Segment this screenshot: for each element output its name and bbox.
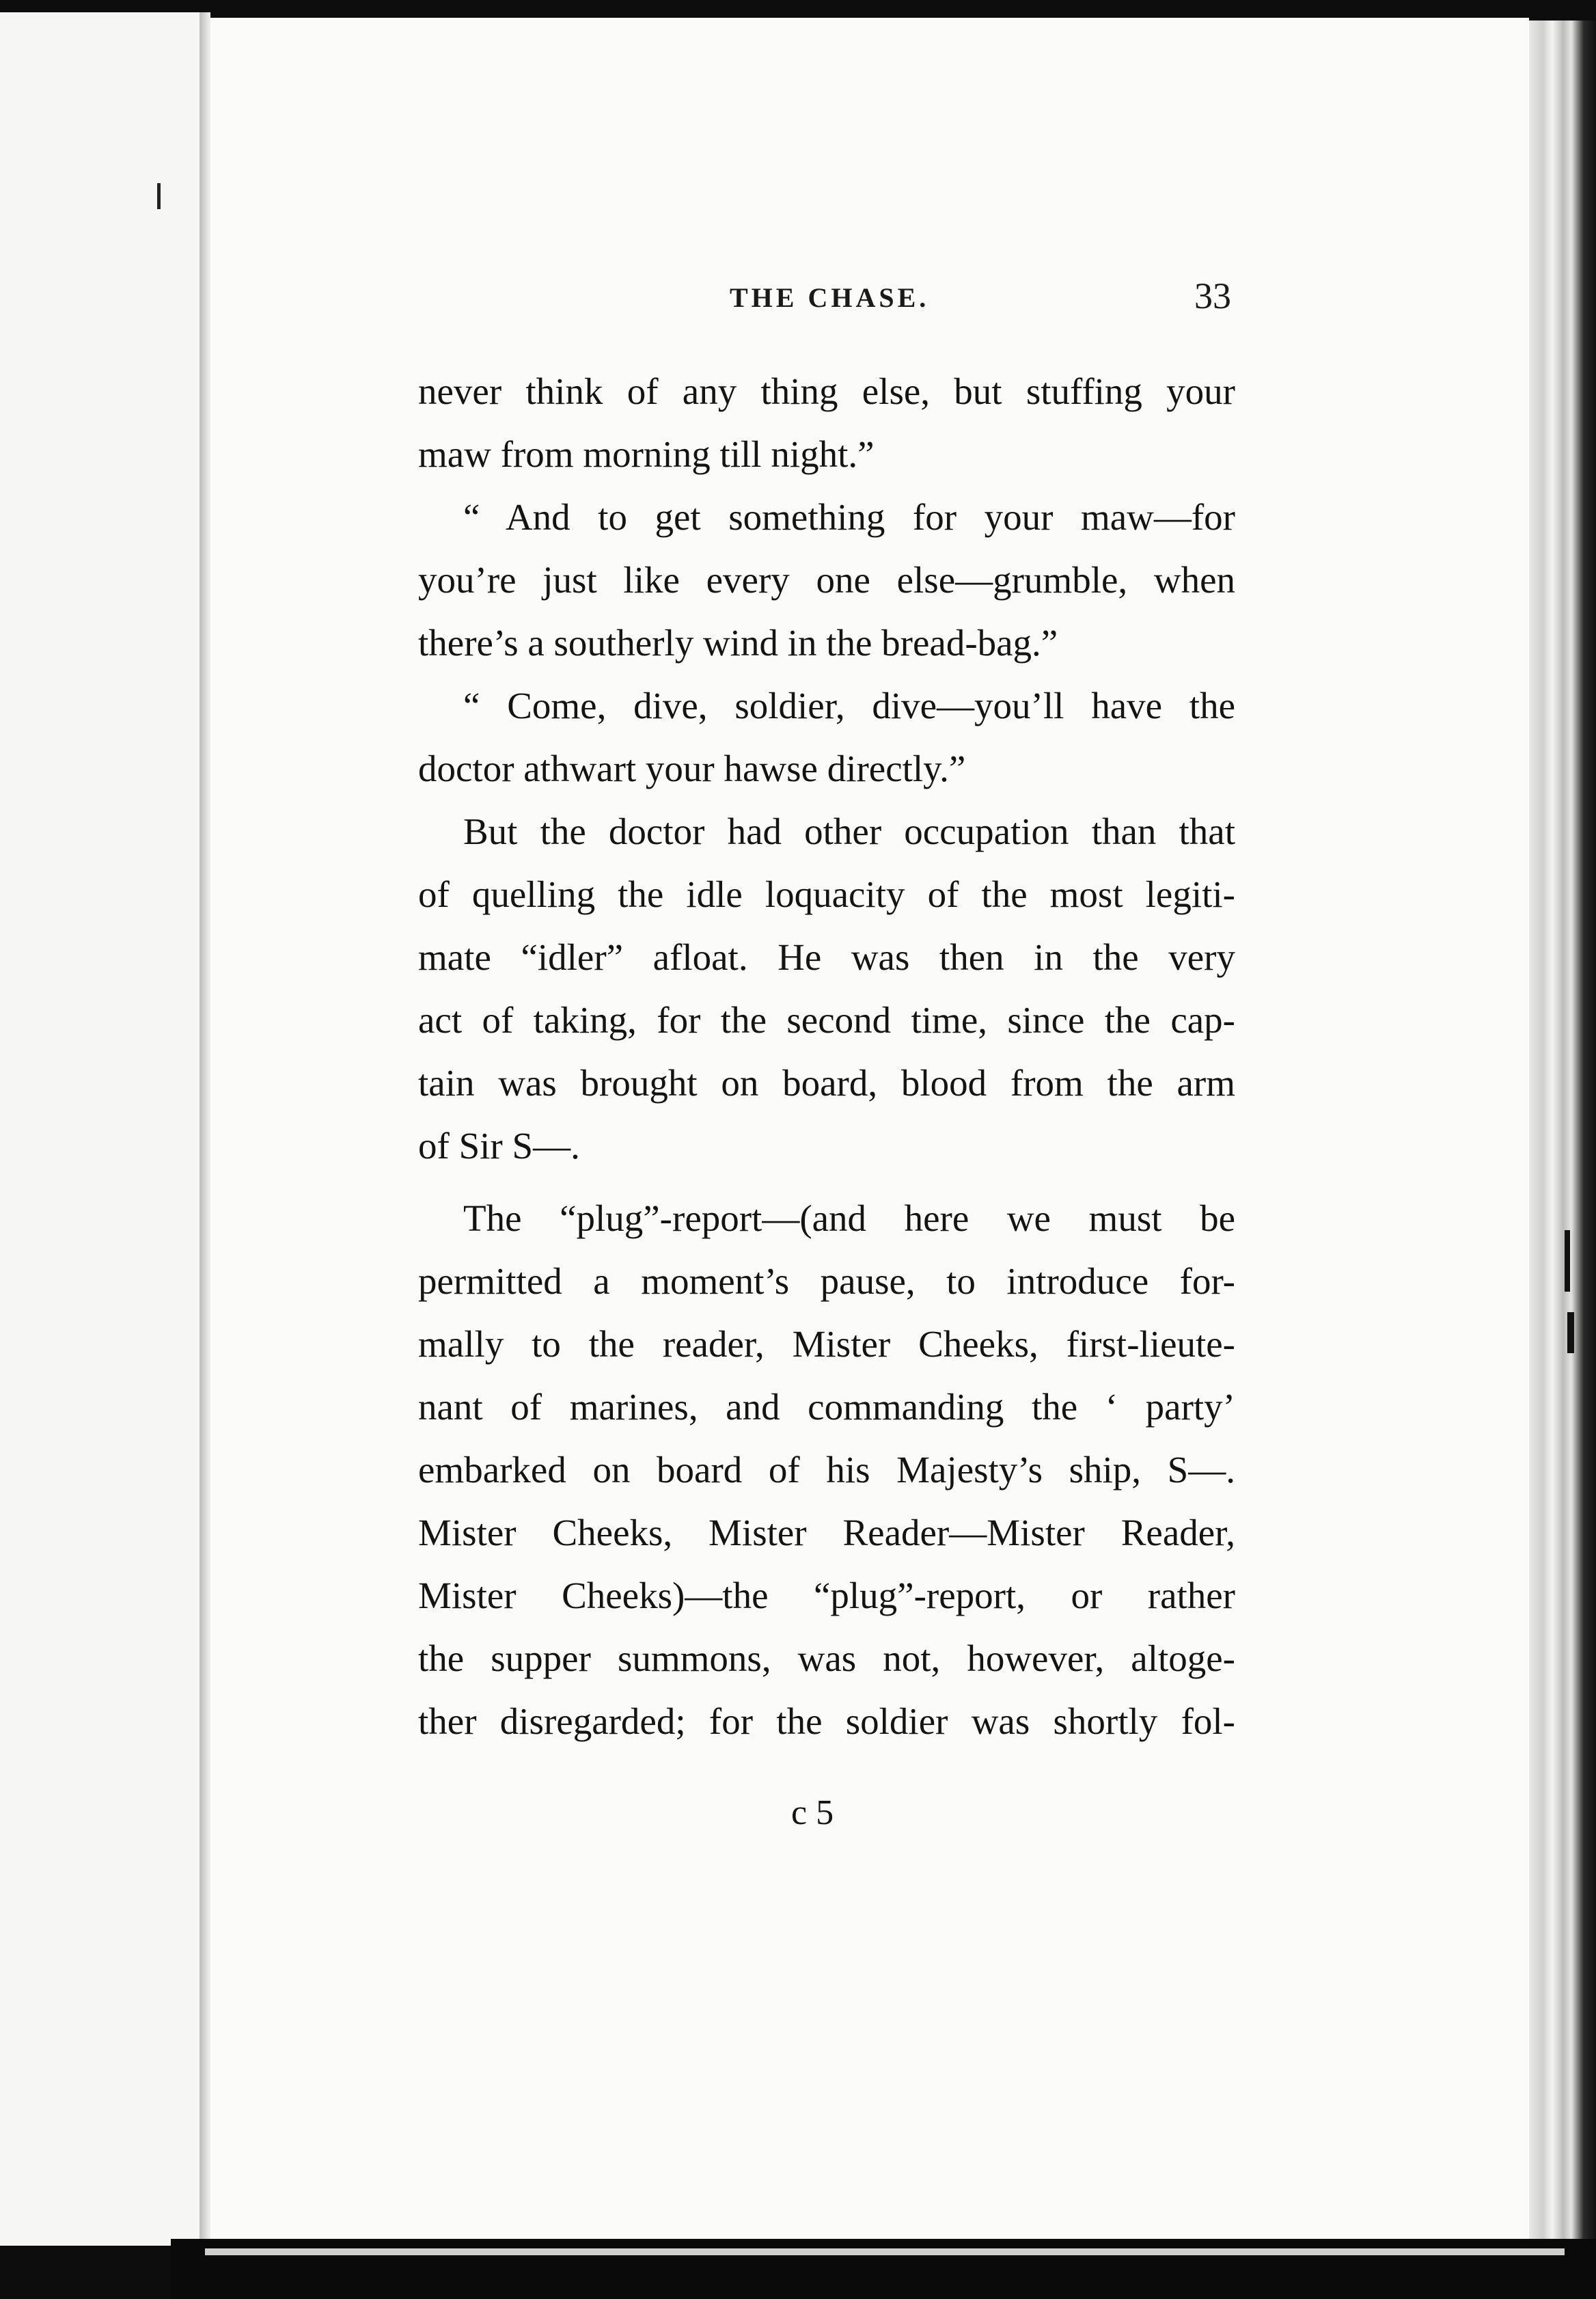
margin-mark (157, 183, 161, 209)
page-stack-edge (1529, 21, 1596, 2248)
text-line: embarked on board of his Majesty’s ship, S—. (418, 1449, 1235, 1491)
text-line: tain was brought on board, blood from the arm (418, 1062, 1235, 1104)
text-line: Mister Cheeks, Mister Reader—Mister Reader, (418, 1512, 1235, 1553)
paragraph-gap (418, 1178, 1235, 1187)
edge-stain (1565, 1230, 1570, 1292)
body-text (418, 360, 1235, 1753)
text-line: the supper summons, was not, however, altoge- (418, 1637, 1235, 1679)
text-line: there’s a southerly wind in the bread-bag.” (418, 622, 1058, 664)
text-line: permitted a moment’s pause, to introduce for- (418, 1260, 1235, 1302)
running-head: THE CHASE. (730, 282, 930, 313)
previous-page-edge (0, 12, 204, 2246)
text-line: maw from morning till night.” (418, 433, 875, 475)
text-line: never think of any thing else, but stuffing your (418, 370, 1235, 412)
text-line: mally to the reader, Mister Cheeks, first-lieute- (418, 1323, 1235, 1365)
book-gutter (200, 12, 210, 2246)
signature-mark: c 5 (791, 1793, 834, 1832)
text-line: “ Come, dive, soldier, dive—you’ll have the (463, 685, 1235, 726)
text-line: of quelling the idle loquacity of the most legiti- (418, 873, 1235, 915)
page-bottom-edge (205, 2248, 1565, 2255)
page-number: 33 (1194, 275, 1231, 316)
text-line: mate “idler” afloat. He was then in the very (418, 936, 1235, 978)
text-line: “ And to get something for your maw—for (463, 496, 1235, 538)
text-line: The “plug”-report—(and here we must be (463, 1197, 1235, 1239)
text-line: you’re just like every one else—grumble, when (418, 559, 1235, 601)
text-line: But the doctor had other occupation than that (463, 811, 1235, 852)
edge-stain (1567, 1312, 1574, 1353)
text-line: Mister Cheeks)—the “plug”-report, or rather (418, 1575, 1235, 1616)
text-line: of Sir S—. (418, 1125, 580, 1167)
text-line: act of taking, for the second time, since the cap- (418, 999, 1235, 1041)
text-line: doctor athwart your hawse directly.” (418, 748, 966, 789)
text-line: nant of marines, and commanding the ‘ party’ (418, 1386, 1235, 1428)
text-line: ther disregarded; for the soldier was shortly fol- (418, 1700, 1235, 1742)
